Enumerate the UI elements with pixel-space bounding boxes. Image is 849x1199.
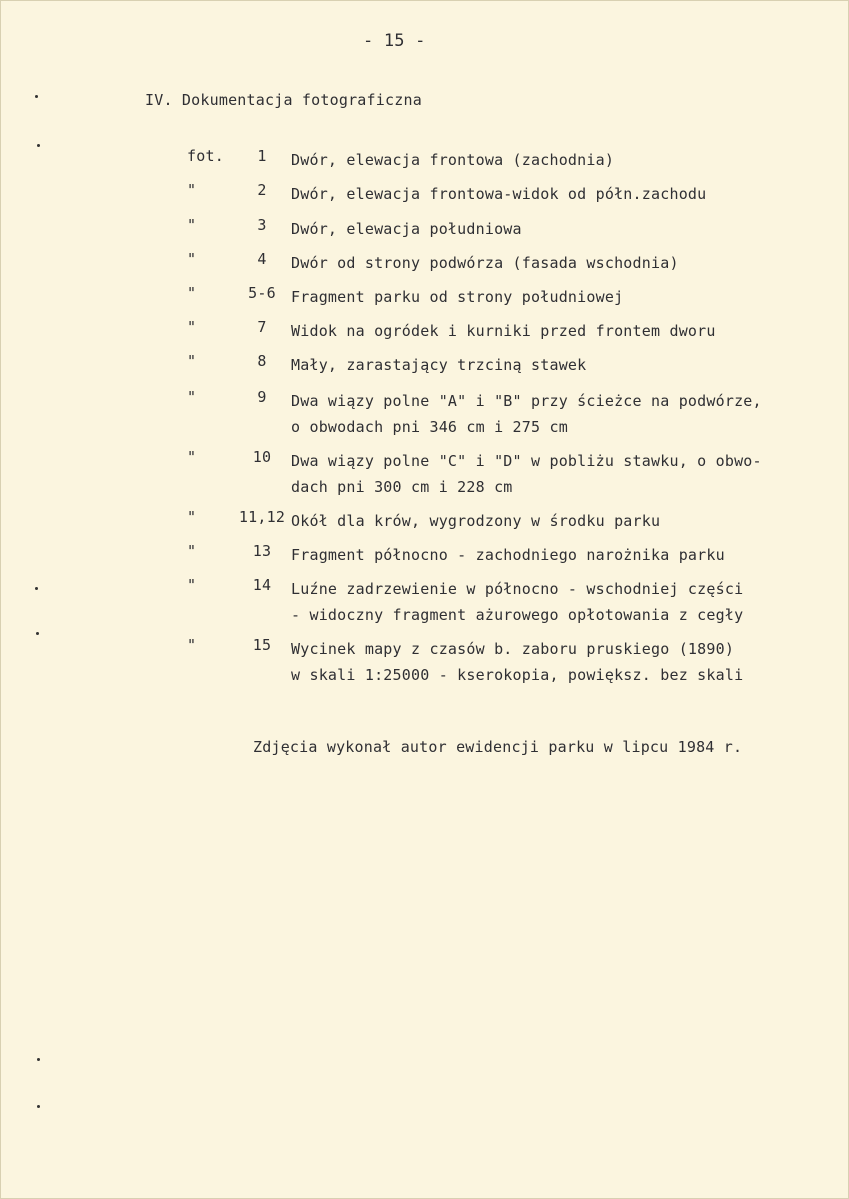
entry-number: 11,12 [238,508,286,526]
entry-prefix: " [187,181,197,199]
photo-credit-note: Zdjęcia wykonał autor ewidencji parku w lipcu 1984 r. [253,738,743,756]
photo-entry [187,576,827,636]
entry-number: 15 [252,636,272,654]
entry-description-line: Okół dla krów, wygrodzony w środku parku [291,512,661,530]
entry-description-line: dach pni 300 cm i 228 cm [291,478,513,496]
entry-prefix: fot. [187,147,224,165]
entry-description-line: Dwór od strony podwórza (fasada wschodnia) [291,254,679,272]
entry-number: 9 [257,388,267,406]
section-title: IV. Dokumentacja fotograficzna [145,91,422,109]
entry-number: 13 [252,542,272,560]
entry-prefix: " [187,352,197,370]
margin-speck [37,1058,40,1061]
entry-description-line: Dwa wiązy polne "C" i "D" w pobliżu stawku, o obwo- [291,452,762,470]
photo-entry [187,216,827,250]
page-number: - 15 - [363,31,426,51]
photo-entry [187,508,827,542]
photo-entry [187,318,827,352]
margin-speck [37,144,40,147]
photo-entry [187,388,827,448]
entry-description-line: Wycinek mapy z czasów b. zaboru pruskiego (1890) [291,640,735,658]
entry-prefix: " [187,448,197,466]
photo-entry [187,542,827,576]
entry-number: 7 [257,318,267,336]
entry-description-line: Luźne zadrzewienie w północno - wschodniej części [291,580,744,598]
entry-description-line: Dwa wiązy polne "A" i "B" przy ścieżce na podwórze, [291,392,762,410]
entry-description-line: Fragment parku od strony południowej [291,288,624,306]
entry-description-line: Mały, zarastający trzciną stawek [291,356,587,374]
entry-number: 10 [252,448,272,466]
entry-prefix: " [187,216,197,234]
entry-number: 14 [252,576,272,594]
entry-prefix: " [187,318,197,336]
entry-description-line: w skali 1:25000 - kserokopia, powiększ. bez skali [291,666,744,684]
margin-speck [36,632,39,635]
photo-list [187,147,827,696]
entry-number: 8 [257,352,267,370]
entry-prefix: " [187,284,197,302]
entry-number: 5-6 [248,284,276,302]
photo-entry [187,352,827,388]
entry-prefix: " [187,576,197,594]
photo-entry [187,636,827,696]
photo-entry [187,284,827,318]
entry-number: 3 [257,216,267,234]
margin-speck [35,587,38,590]
photo-entry [187,250,827,284]
entry-description-line: Widok na ogródek i kurniki przed frontem dworu [291,322,716,340]
entry-prefix: " [187,542,197,560]
entry-description-line: Dwór, elewacja frontowa-widok od półn.zachodu [291,185,707,203]
photo-entry [187,181,827,216]
entry-number: 4 [257,250,267,268]
entry-prefix: " [187,250,197,268]
entry-number: 1 [257,147,267,165]
photo-entry [187,448,827,508]
margin-speck [37,1105,40,1108]
entry-prefix: " [187,388,197,406]
margin-speck [35,95,38,98]
entry-description-line: o obwodach pni 346 cm i 275 cm [291,418,568,436]
entry-description-line: Dwór, elewacja frontowa (zachodnia) [291,151,615,169]
entry-prefix: " [187,508,197,526]
entry-description-line: Dwór, elewacja południowa [291,220,522,238]
entry-prefix: " [187,636,197,654]
entry-description-line: Fragment północno - zachodniego narożnika parku [291,546,725,564]
entry-number: 2 [257,181,267,199]
entry-description-line: - widoczny fragment ażurowego opłotowania z cegły [291,606,744,624]
photo-entry [187,147,827,181]
